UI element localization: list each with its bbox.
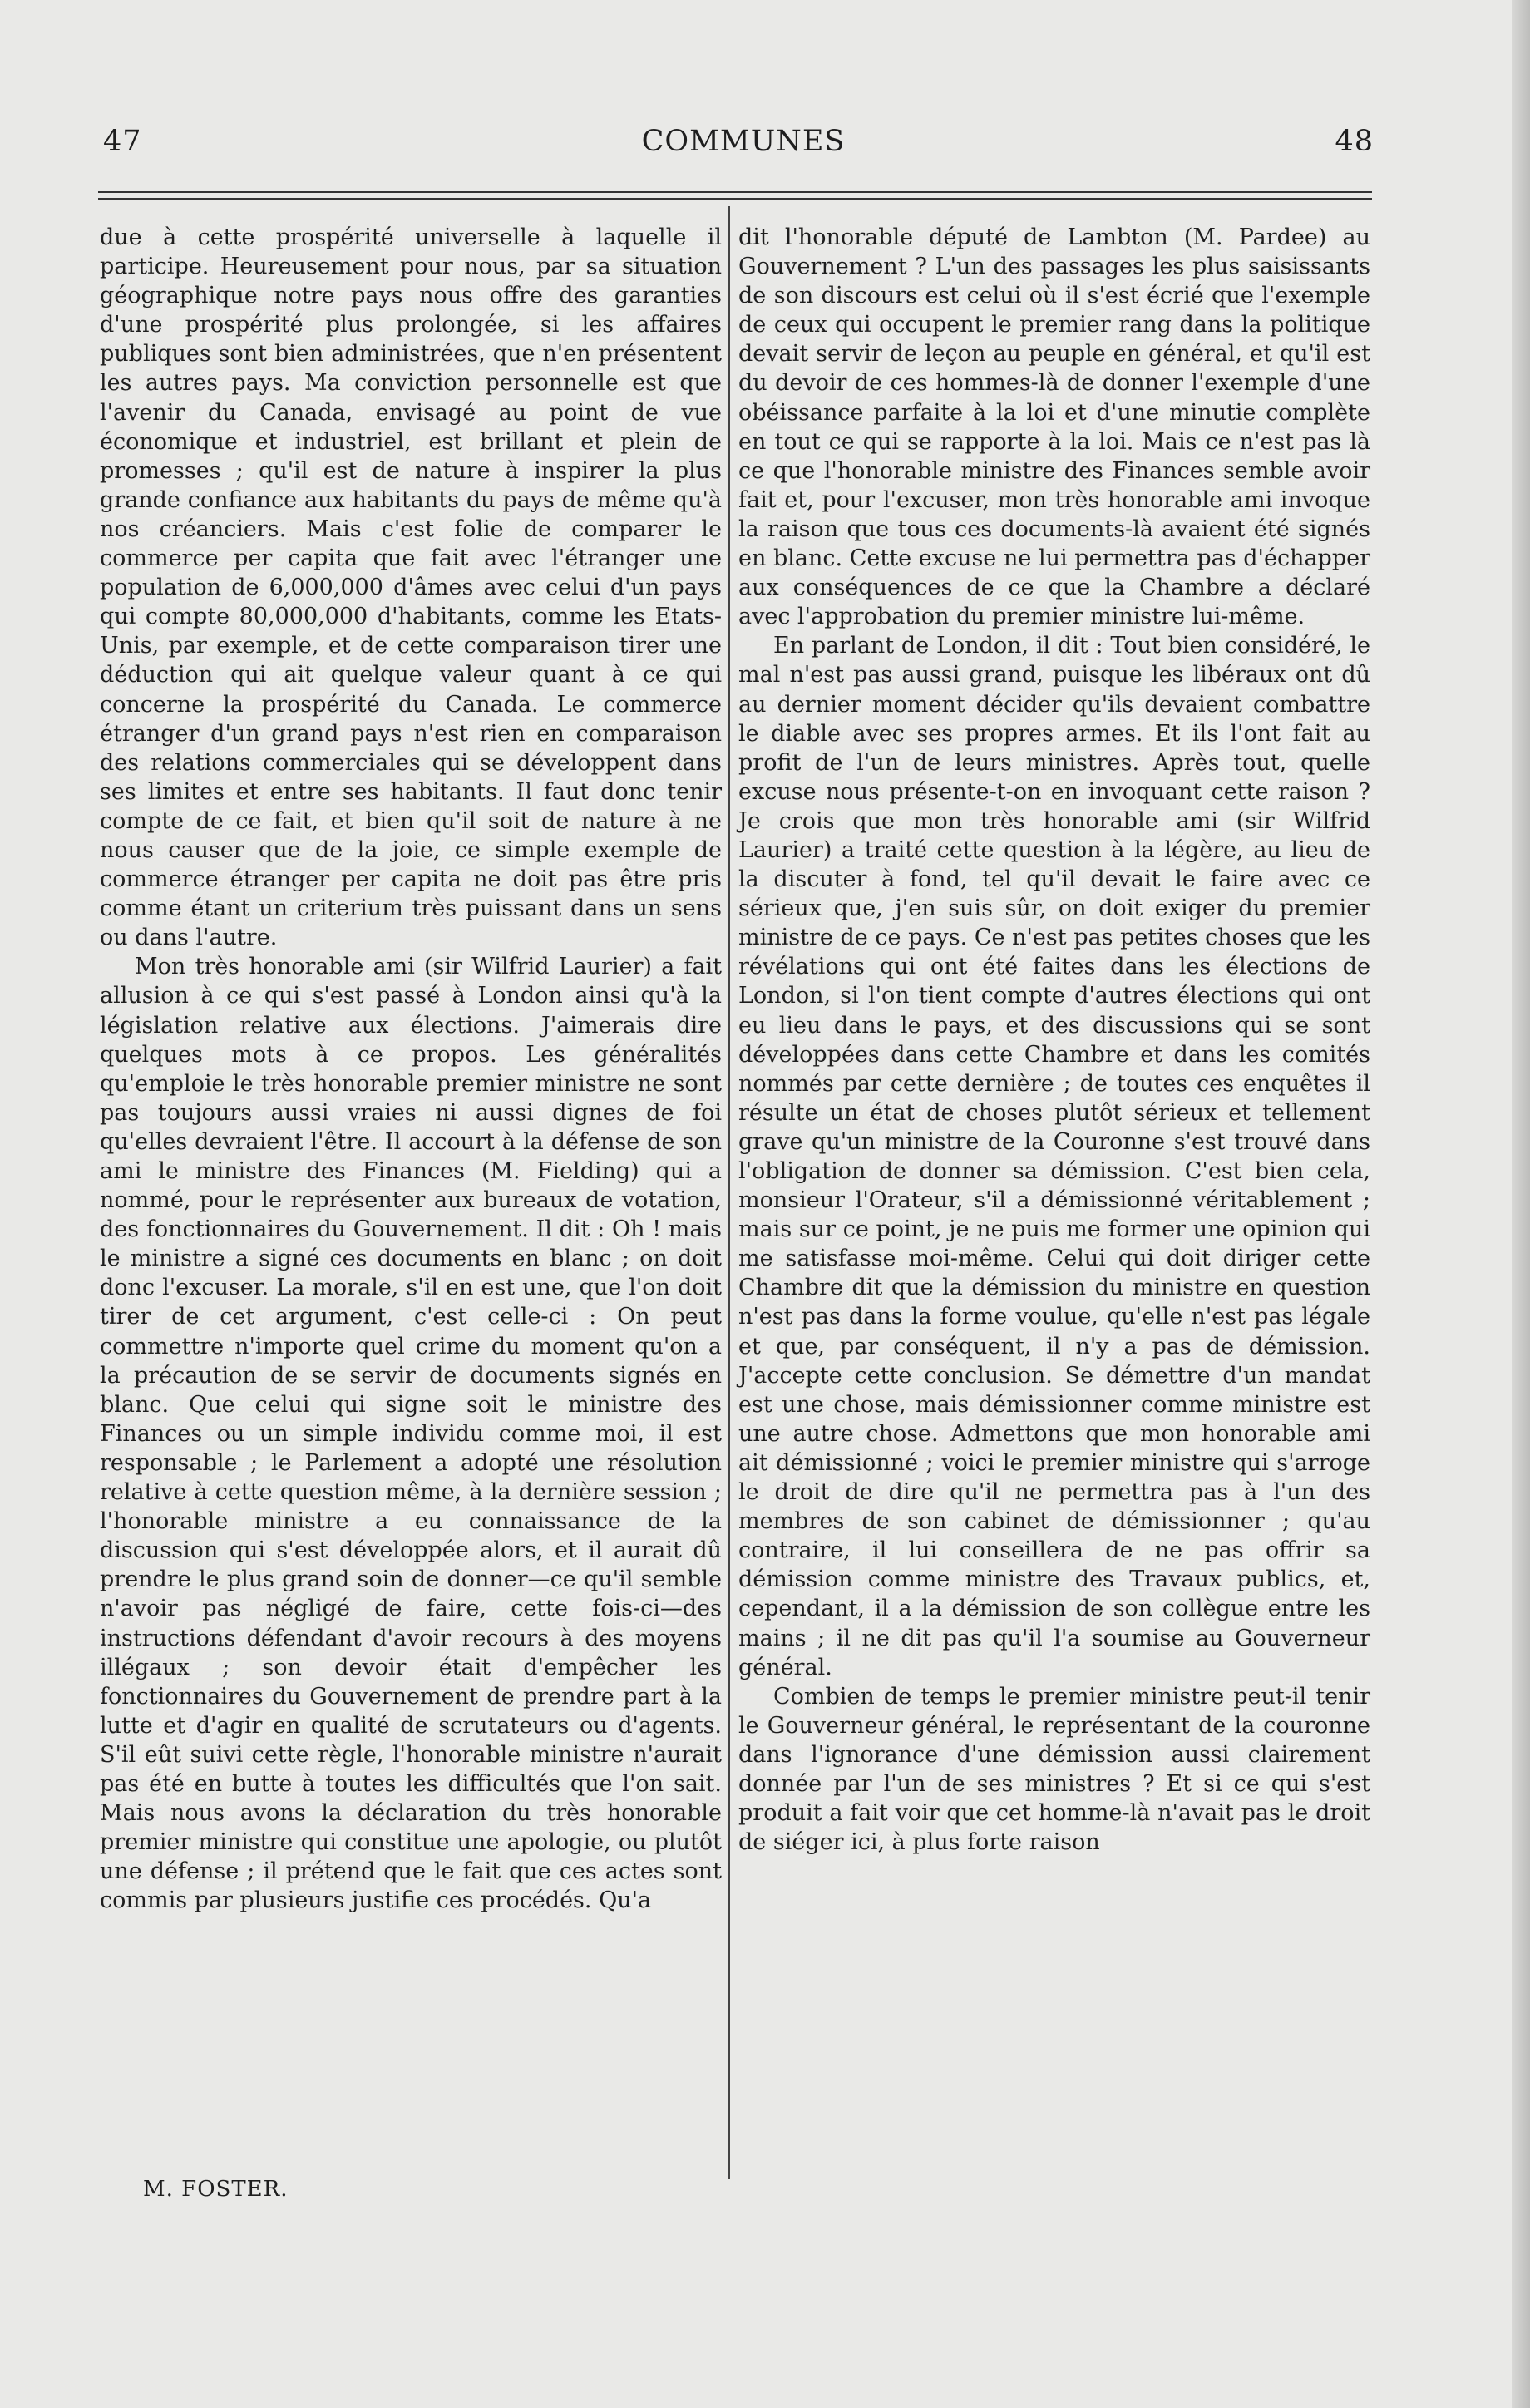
column-divider — [728, 206, 730, 2179]
left-paragraph-1: due à cette prospérité universelle à laquelle il participe. Heureusement pour nous, par sa situation géographique notre pays nous offre des garanties d'une prospérité plus prolongée, si les affaires publiques sont bien administrées, que n'en présentent les autres pays. Ma conviction personnelle est que l'avenir du Canada, envisagé au point de vue économique et industriel, est brillant et plein de promesses ; qu'il est de nature à inspirer la plus grande confiance aux habitants du pays de même qu'à nos créanciers. Mais c'est folie de comparer le commerce per capita que fait avec l'étranger une population de 6,000,000 d'âmes avec celui d'un pays qui compte 80,000,000 d'habitants, comme les Etats-Unis, par exemple, et de cette comparaison tirer une déduction qui ait quelque valeur quant à ce qui concerne la prospérité du Canada. Le commerce étranger d'un grand pays n'est rien en comparaison des relations commerciales qui se développent dans ses limites et entre ses habitants. Il faut donc tenir compte de ce fait, et bien qu'il soit de nature à ne nous causer que de la joie, ce simple exemple de commerce étranger per capita ne doit pas être pris comme étant un criterium très puissant dans un sens ou dans l'autre. — [100, 225, 722, 951]
right-paragraph-3: Combien de temps le premier ministre peut-il tenir le Gouverneur général, le représentant de la couronne dans l'ignorance d'une démission aussi clairement donnée par l'un de ses ministres ? Et si ce qui s'est produit a fait voir que cet homme-là n'avait pas le droit de siéger ici, à plus forte raison — [738, 1683, 1370, 1856]
right-paragraph-1: dit l'honorable député de Lambton (M. Pardee) au Gouvernement ? L'un des passages les plus saisissants de son discours est celui où il s'est écrié que l'exemple de ceux qui occupent le premier rang dans la politique devait servir de leçon au peuple en général, et qu'il est du devoir de ces hommes-là de donner l'exemple d'une obéissance parfaite à la loi et d'une minutie complète en tout ce qui se rapporte à la loi. Mais ce n'est pas là ce que l'honorable ministre des Finances semble avoir fait et, pour l'excuser, mon très honorable ami invoque la raison que tous ces documents-là avaient été signés en blanc. Cette excuse ne lui permettra pas d'échapper aux conséquences de ce que la Chambre a déclaré avec l'approbation du premier ministre lui-même. — [738, 225, 1370, 630]
header-rule-bottom — [98, 198, 1372, 200]
left-column — [100, 223, 722, 1915]
page-number-left: 47 — [103, 125, 142, 158]
left-paragraph-2: Mon très honorable ami (sir Wilfrid Laurier) a fait allusion à ce qui s'est passé à London ainsi qu'à la législation relative aux élections. J'aimerais dire quelques mots à ce propos. Les généralités qu'emploie le très honorable premier ministre ne sont pas toujours aussi vraies ni aussi dignes de foi qu'elles devraient l'être. Il accourt à la défense de son ami le ministre des Finances (M. Fielding) qui a nommé, pour le représenter aux bureaux de votation, des fonctionnaires du Gouvernement. Il dit : Oh ! mais le ministre a signé ces documents en blanc ; on doit donc l'excuser. La morale, s'il en est une, que l'on doit tirer de cet argument, c'est celle-ci : On peut commettre n'importe quel crime du moment qu'on a la précaution de se servir de documents signés en blanc. Que celui qui signe soit le ministre des Finances ou un simple individu comme moi, il est responsable ; le Parlement a adopté une résolution relative à cette question même, à la dernière session ; l'honorable ministre a eu connaissance de la discussion qui s'est développée alors, et il aurait dû prendre le plus grand soin de donner—ce qu'il semble n'avoir pas négligé de faire, cette fois-ci—des instructions défendant d'avoir recours à des moyens illégaux ; son devoir était d'empêcher les fonctionnaires du Gouvernement de prendre part à la lutte et d'agir en qualité de scrutateurs ou d'agents. S'il eût suivi cette règle, l'honorable ministre n'aurait pas été en butte à toutes les difficultés que l'on sait. Mais nous avons la déclaration du très honorable premier ministre qui constitue une apologie, ou plutôt une défense ; il prétend que le fait que ces actes sont commis par plusieurs justifie ces procédés. Qu'a — [100, 954, 722, 1914]
header-rule-top — [98, 191, 1372, 193]
page-header — [103, 125, 1374, 166]
running-title: COMMUNES — [641, 125, 846, 158]
page-edge-shadow — [1512, 0, 1530, 2408]
right-column — [738, 223, 1370, 1857]
right-paragraph-2: En parlant de London, il dit : Tout bien considéré, le mal n'est pas aussi grand, puisque les libéraux ont dû au dernier moment décider qu'ils devaient combattre le diable avec ses propres armes. Et ils l'ont fait au profit de l'un de leurs ministres. Après tout, quelle excuse nous présente-t-on en invoquant cette raison ? Je crois que mon très honorable ami (sir Wilfrid Laurier) a traité cette question à la légère, au lieu de la discuter à fond, tel qu'il devait le faire avec ce sérieux que, j'en suis sûr, on doit exiger du premier ministre de ce pays. Ce n'est pas petites choses que les révélations qui ont été faites dans les élections de London, si l'on tient compte d'autres élections qui ont eu lieu dans le pays, et des discussions qui se sont développées dans cette Chambre et dans les comités nommés par cette dernière ; de toutes ces enquêtes il résulte un état de choses plutôt sérieux et tellement grave qu'un ministre de la Couronne s'est trouvé dans l'obligation de donner sa démission. C'est bien cela, monsieur l'Orateur, s'il a démissionné véritablement ; mais sur ce point, je ne puis me former une opinion qui me satisfasse moi-même. Celui qui doit diriger cette Chambre dit que la démission du ministre en question n'est pas dans la forme voulue, qu'elle n'est pas légale et que, par conséquent, il n'y a pas de démission. J'accepte cette conclusion. Se démettre d'un mandat est une chose, mais démissionner comme ministre est une autre chose. Admettons que mon honorable ami ait démissionné ; voici le premier ministre qui s'arroge le droit de dire qu'il ne permettra pas à l'un des membres de son cabinet de démissionner ; qu'au contraire, il lui conseillera de ne pas offrir sa démission comme ministre des Travaux publics, et, cependant, il a la démission de son collègue entre les mains ; il ne dit pas qu'il l'a soumise au Gouverneur général. — [738, 633, 1370, 1680]
speaker-signature: M. FOSTER. — [143, 2177, 289, 2202]
page-number-right: 48 — [1335, 125, 1374, 158]
